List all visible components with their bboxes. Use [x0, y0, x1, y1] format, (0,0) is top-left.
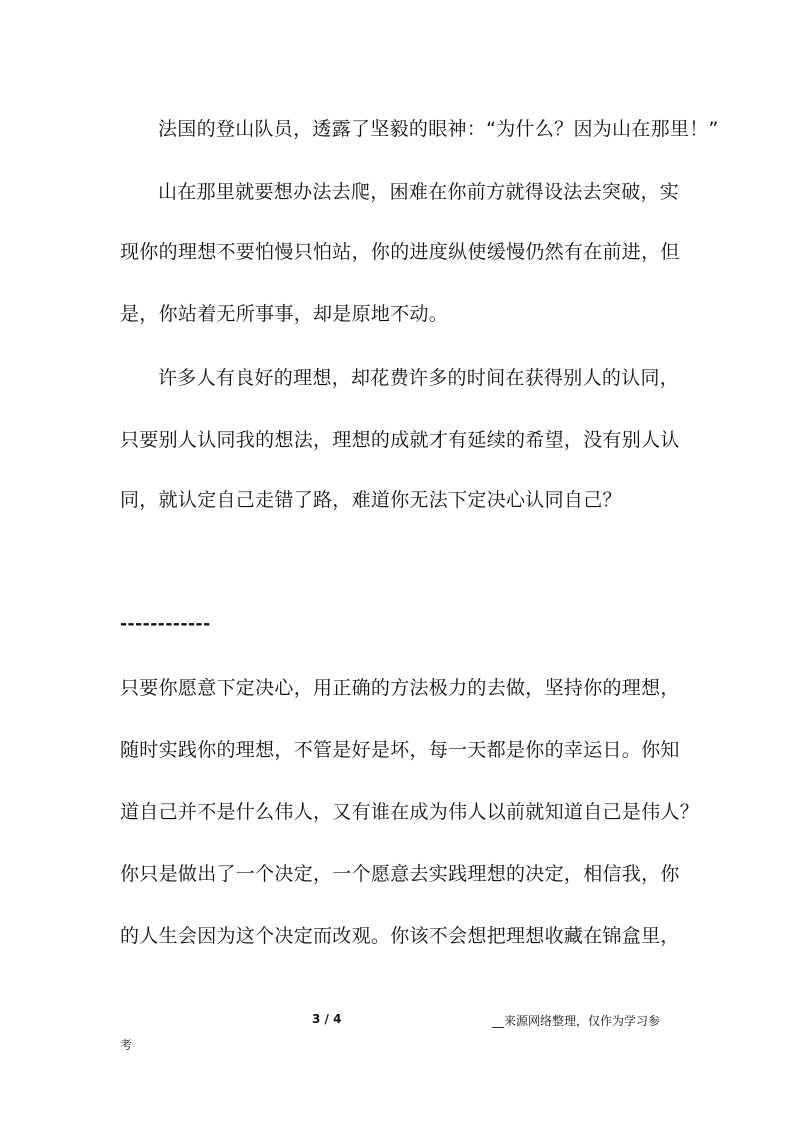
paragraph-line-9: 随时实践你的理想，不管是好是坏，每一天都是你的幸运日。你知	[120, 739, 680, 761]
paragraph-line-1: 法国的登山队员，透露了坚毅的眼神：“为什么？因为山在那里！”	[158, 118, 719, 140]
source-note: __来源网络整理，仅作为学习参	[492, 1014, 661, 1028]
paragraph-line-4: 是，你站着无所事事，却是原地不动。	[120, 303, 449, 325]
paragraph-line-11: 你只是做出了一个决定，一个愿意去实践理想的决定，相信我，你	[120, 863, 680, 885]
source-note-continued: 考	[120, 1038, 133, 1052]
paragraph-line-6: 只要别人认同我的想法，理想的成就才有延续的希望，没有别人认	[120, 429, 680, 451]
paragraph-line-10: 道自己并不是什么伟人，又有谁在成为伟人以前就知道自己是伟人？	[120, 801, 700, 823]
page-number: 3 / 4	[312, 1012, 342, 1026]
section-divider: ------------	[120, 614, 211, 634]
paragraph-line-3: 现你的理想不要怕慢只怕站，你的进度纵使缓慢仍然有在前进，但	[120, 241, 680, 263]
paragraph-line-8: 只要你愿意下定决心，用正确的方法极力的去做，坚持你的理想，	[120, 677, 680, 699]
paragraph-line-5: 许多人有良好的理想，却花费许多的时间在获得别人的认同，	[158, 367, 680, 389]
paragraph-line-2: 山在那里就要想办法去爬，困难在你前方就得设法去突破，实	[158, 181, 680, 203]
paragraph-line-7: 同，就认定自己走错了路，难道你无法下定决心认同自己？	[120, 489, 622, 511]
paragraph-line-12: 的人生会因为这个决定而改观。你该不会想把理想收藏在锦盒里，	[120, 925, 680, 947]
